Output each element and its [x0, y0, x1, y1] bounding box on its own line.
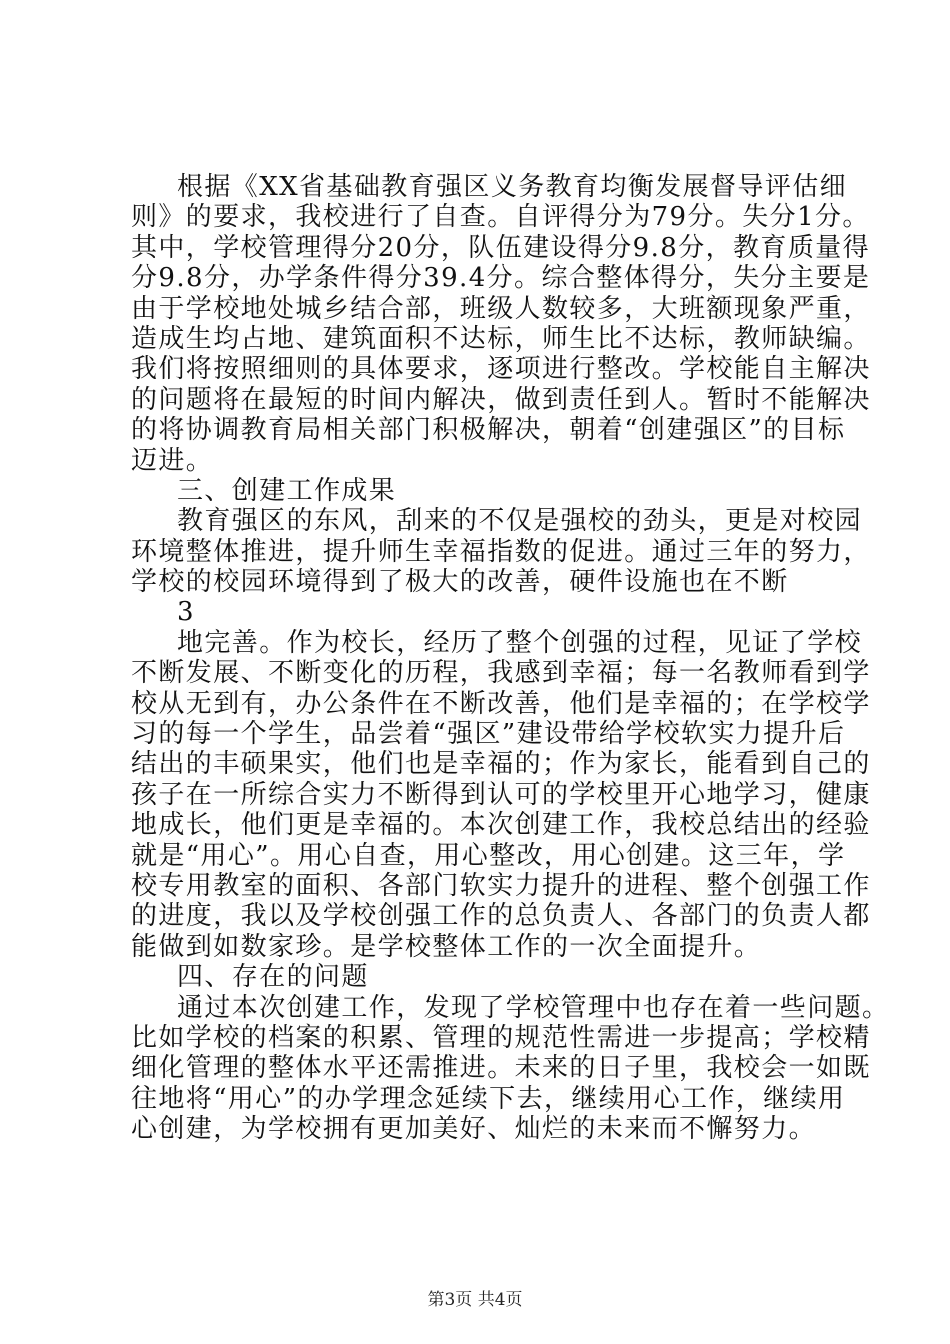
paragraph-results-continued-line: 习的每一个学生，品尝着“强区”建设带给学校软实力提升后 — [131, 719, 846, 750]
paragraph-results-continued-line: 校从无到有，办公条件在不断改善，他们是幸福的；在学校学 — [131, 688, 871, 719]
paragraph-results-continued-line: 地成长，他们更是幸福的。本次创建工作，我校总结出的经验 — [131, 810, 871, 841]
paragraph-results-continued-line: 校专用教室的面积、各部门软实力提升的进程、整个创强工作 — [131, 870, 871, 901]
paragraph-problems-line: 通过本次创建工作，发现了学校管理中也存在着一些问题。 — [177, 992, 890, 1023]
paragraph-self-check-line: 迈进。 — [131, 445, 214, 476]
paragraph-self-check-line: 根据《XX省基础教育强区义务教育均衡发展督导评估细 — [177, 172, 848, 202]
page-footer: 第3页 共4页 — [427, 1290, 523, 1310]
paragraph-self-check-line: 由于学校地处城乡结合部，班级人数较多，大班额现象严重， — [131, 293, 871, 324]
paragraph-self-check-line: 的将协调教育局相关部门积极解决，朝着“创建强区”的目标 — [131, 415, 846, 446]
paragraph-results-continued-line: 孩子在一所综合实力不断得到认可的学校里开心地学习，健康 — [131, 779, 871, 810]
section-heading-problems: 四、存在的问题 — [177, 962, 369, 993]
paragraph-results-continued-line: 的进度，我以及学校创强工作的总负责人、各部门的负责人都 — [131, 901, 871, 932]
paragraph-problems-line: 心创建，为学校拥有更加美好、灿烂的未来而不懈努力。 — [131, 1114, 817, 1145]
paragraph-results-line: 教育强区的东风，刮来的不仅是强校的劲头，更是对校园 — [177, 506, 863, 537]
paragraph-results-continued-line: 就是“用心”。用心自查，用心整改，用心创建。这三年，学 — [131, 840, 846, 871]
section-heading-results: 三、创建工作成果 — [177, 475, 397, 506]
paragraph-self-check-line: 我们将按照细则的具体要求，逐项进行整改。学校能自主解决 — [131, 354, 871, 385]
paragraph-problems-line: 细化管理的整体水平还需推进。未来的日子里，我校会一如既 — [131, 1053, 871, 1084]
paragraph-results-line: 学校的校园环境得到了极大的改善，硬件设施也在不断 — [131, 567, 789, 598]
paragraph-results-continued-line: 地完善。作为校长，经历了整个创强的过程，见证了学校 — [177, 627, 863, 658]
paragraph-self-check-line: 造成生均占地、建筑面积不达标，师生比不达标，教师缺编。 — [131, 323, 871, 354]
paragraph-self-check-line: 则》的要求，我校进行了自查。自评得分为79分。失分1分。 — [131, 202, 870, 233]
paragraph-self-check-line: 分9.8分，办学条件得分39.4分。综合整体得分，失分主要是 — [131, 263, 871, 294]
paragraph-self-check-line: 的问题将在最短的时间内解决，做到责任到人。暂时不能解决 — [131, 384, 871, 415]
document-body — [131, 172, 931, 1145]
paragraph-results-continued-line: 不断发展、不断变化的历程，我感到幸福；每一名教师看到学 — [131, 658, 871, 689]
paragraph-results-line: 环境整体推进，提升师生幸福指数的促进。通过三年的努力， — [131, 536, 871, 567]
paragraph-problems-line: 往地将“用心”的办学理念延续下去，继续用心工作，继续用 — [131, 1083, 846, 1114]
paragraph-self-check-line: 其中，学校管理得分20分，队伍建设得分9.8分，教育质量得 — [131, 232, 871, 263]
inline-page-number: 3 — [177, 597, 195, 628]
paragraph-results-continued-line: 能做到如数家珍。是学校整体工作的一次全面提升。 — [131, 931, 762, 962]
paragraph-problems-line: 比如学校的档案的积累、管理的规范性需进一步提高；学校精 — [131, 1022, 871, 1053]
paragraph-results-continued-line: 结出的丰硕果实，他们也是幸福的；作为家长，能看到自己的 — [131, 749, 871, 780]
